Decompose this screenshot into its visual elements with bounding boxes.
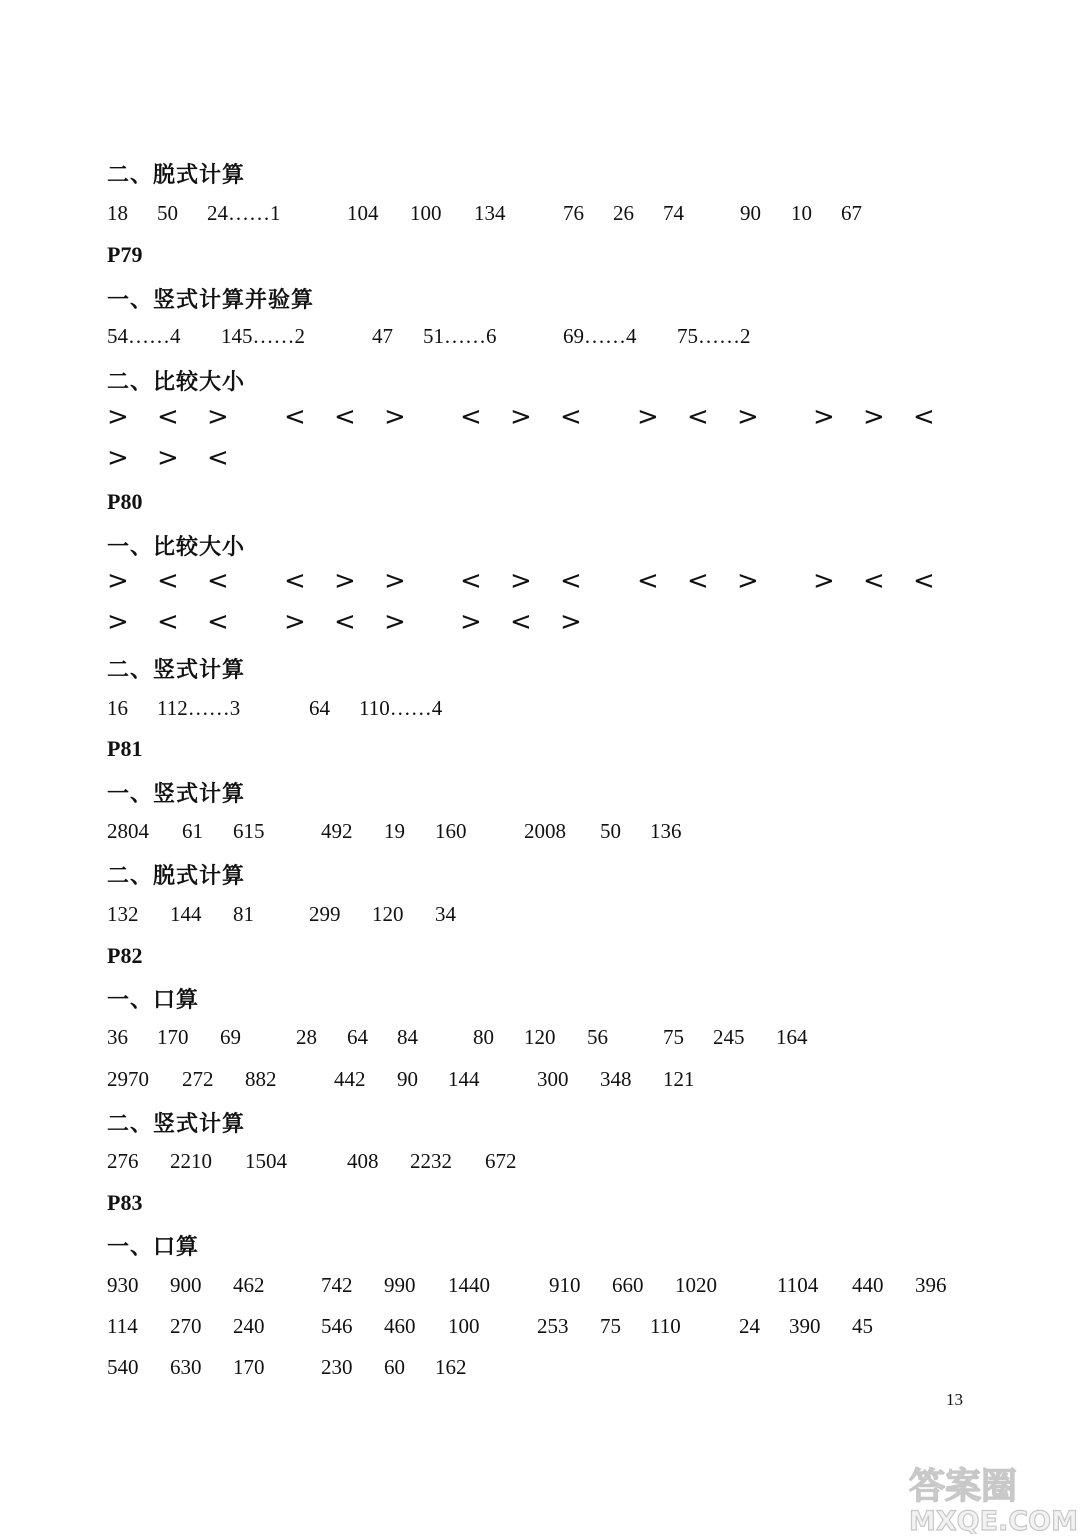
answer: 245 bbox=[713, 1025, 745, 1049]
comparison-symbol: > bbox=[737, 402, 759, 432]
answer: 1104 bbox=[777, 1273, 819, 1297]
answer: 132 bbox=[107, 902, 139, 926]
answer: 51……6 bbox=[423, 324, 497, 348]
answer: 114 bbox=[107, 1314, 138, 1338]
page-label: P82 bbox=[107, 943, 143, 968]
comparison-symbol: < bbox=[284, 566, 306, 596]
comparison-symbol: < bbox=[637, 566, 659, 596]
answer: 121 bbox=[663, 1067, 695, 1091]
answer: 230 bbox=[321, 1355, 353, 1379]
comparison-symbol: > bbox=[207, 402, 229, 432]
comparison-symbol: > bbox=[107, 443, 129, 473]
answer: 64 bbox=[309, 696, 330, 720]
answer: 50 bbox=[157, 201, 178, 225]
answer: 36 bbox=[107, 1025, 128, 1049]
watermark-text: 答案圈 bbox=[909, 1466, 1018, 1507]
answer: 492 bbox=[321, 819, 353, 843]
answer: 134 bbox=[474, 201, 506, 225]
answer: 240 bbox=[233, 1314, 265, 1338]
answer: 1440 bbox=[448, 1273, 490, 1297]
answer: 276 bbox=[107, 1149, 139, 1173]
answer: 160 bbox=[435, 819, 467, 843]
section-heading: 一、竖式计算并验算 bbox=[107, 288, 315, 313]
comparison-symbol: < bbox=[863, 566, 885, 596]
page-label: P79 bbox=[107, 242, 143, 267]
answer: 67 bbox=[841, 201, 862, 225]
section-heading: 一、口算 bbox=[107, 988, 200, 1013]
comparison-symbol: < bbox=[157, 402, 179, 432]
answer: 660 bbox=[612, 1273, 644, 1297]
comparison-symbol: > bbox=[460, 607, 482, 637]
comparison-symbol: < bbox=[207, 566, 229, 596]
answer: 348 bbox=[600, 1067, 632, 1091]
comparison-symbol: > bbox=[384, 402, 406, 432]
answer: 630 bbox=[170, 1355, 202, 1379]
answer: 18 bbox=[107, 201, 128, 225]
answer: 253 bbox=[537, 1314, 569, 1338]
answer: 100 bbox=[410, 201, 442, 225]
comparison-symbol: > bbox=[384, 607, 406, 637]
answer: 930 bbox=[107, 1273, 139, 1297]
answer: 24……1 bbox=[207, 201, 281, 225]
comparison-symbol: > bbox=[863, 402, 885, 432]
section-heading: 一、比较大小 bbox=[107, 535, 246, 560]
answer: 64 bbox=[347, 1025, 368, 1049]
section-heading: 二、脱式计算 bbox=[107, 864, 246, 889]
answer: 112……3 bbox=[157, 696, 241, 720]
answer: 120 bbox=[524, 1025, 556, 1049]
watermark-url: MXQE.COM bbox=[909, 1506, 1078, 1534]
answer: 81 bbox=[233, 902, 254, 926]
answer: 24 bbox=[739, 1314, 760, 1338]
comparison-symbol: > bbox=[510, 402, 532, 432]
answer: 104 bbox=[347, 201, 379, 225]
answer: 145……2 bbox=[221, 324, 305, 348]
comparison-symbol: < bbox=[913, 402, 935, 432]
answer: 882 bbox=[245, 1067, 277, 1091]
section-heading: 一、口算 bbox=[107, 1235, 200, 1260]
answer: 440 bbox=[852, 1273, 884, 1297]
comparison-symbol: < bbox=[284, 402, 306, 432]
answer: 110……4 bbox=[359, 696, 443, 720]
comparison-symbol: > bbox=[107, 566, 129, 596]
answer: 69 bbox=[220, 1025, 241, 1049]
comparison-symbol: > bbox=[107, 607, 129, 637]
comparison-symbol: < bbox=[913, 566, 935, 596]
answer: 2008 bbox=[524, 819, 566, 843]
watermark-icon bbox=[905, 1462, 1080, 1534]
comparison-symbol: < bbox=[334, 607, 356, 637]
answer: 270 bbox=[170, 1314, 202, 1338]
answer: 100 bbox=[448, 1314, 480, 1338]
comparison-symbol: > bbox=[334, 566, 356, 596]
answer: 144 bbox=[448, 1067, 480, 1091]
comparison-symbol: < bbox=[460, 566, 482, 596]
answer: 442 bbox=[334, 1067, 366, 1091]
comparison-symbol: > bbox=[813, 566, 835, 596]
answer: 615 bbox=[233, 819, 265, 843]
page-label: P81 bbox=[107, 736, 143, 761]
answer: 2804 bbox=[107, 819, 149, 843]
answer: 170 bbox=[157, 1025, 189, 1049]
answer: 1504 bbox=[245, 1149, 287, 1173]
comparison-symbol: < bbox=[207, 443, 229, 473]
answer: 742 bbox=[321, 1273, 353, 1297]
answer: 162 bbox=[435, 1355, 467, 1379]
answer: 164 bbox=[776, 1025, 808, 1049]
section-heading: 二、竖式计算 bbox=[107, 658, 246, 683]
answer: 47 bbox=[372, 324, 393, 348]
answer: 672 bbox=[485, 1149, 517, 1173]
answer: 75 bbox=[663, 1025, 684, 1049]
answer: 462 bbox=[233, 1273, 265, 1297]
answer: 90 bbox=[397, 1067, 418, 1091]
comparison-symbol: < bbox=[157, 607, 179, 637]
answer: 136 bbox=[650, 819, 682, 843]
comparison-symbol: > bbox=[813, 402, 835, 432]
comparison-symbol: < bbox=[207, 607, 229, 637]
answer: 120 bbox=[372, 902, 404, 926]
answer: 69……4 bbox=[563, 324, 637, 348]
answer: 546 bbox=[321, 1314, 353, 1338]
answer: 390 bbox=[789, 1314, 821, 1338]
answer: 540 bbox=[107, 1355, 139, 1379]
answer: 80 bbox=[473, 1025, 494, 1049]
comparison-symbol: > bbox=[510, 566, 532, 596]
answer: 19 bbox=[384, 819, 405, 843]
comparison-symbol: > bbox=[284, 607, 306, 637]
page-label: P80 bbox=[107, 489, 143, 514]
comparison-symbol: < bbox=[687, 402, 709, 432]
answer: 272 bbox=[182, 1067, 214, 1091]
answer: 84 bbox=[397, 1025, 418, 1049]
comparison-symbol: > bbox=[560, 607, 582, 637]
answer: 910 bbox=[549, 1273, 581, 1297]
section-heading: 二、脱式计算 bbox=[107, 163, 246, 188]
comparison-symbol: > bbox=[737, 566, 759, 596]
answer: 50 bbox=[600, 819, 621, 843]
comparison-symbol: > bbox=[637, 402, 659, 432]
answer: 26 bbox=[613, 201, 634, 225]
page-number: 13 bbox=[946, 1390, 963, 1409]
comparison-symbol: < bbox=[460, 402, 482, 432]
answer: 10 bbox=[791, 201, 812, 225]
answer: 34 bbox=[435, 902, 456, 926]
section-heading: 二、比较大小 bbox=[107, 370, 246, 395]
answer: 900 bbox=[170, 1273, 202, 1297]
answer: 2970 bbox=[107, 1067, 149, 1091]
comparison-symbol: > bbox=[157, 443, 179, 473]
answer: 460 bbox=[384, 1314, 416, 1338]
page-label: P83 bbox=[107, 1190, 143, 1215]
answer: 90 bbox=[740, 201, 761, 225]
answer: 45 bbox=[852, 1314, 873, 1338]
answer: 990 bbox=[384, 1273, 416, 1297]
answer: 144 bbox=[170, 902, 202, 926]
answer: 54……4 bbox=[107, 324, 181, 348]
answer: 74 bbox=[663, 201, 684, 225]
answer: 396 bbox=[915, 1273, 947, 1297]
comparison-symbol: < bbox=[334, 402, 356, 432]
answer: 408 bbox=[347, 1149, 379, 1173]
answer: 56 bbox=[587, 1025, 608, 1049]
answer: 1020 bbox=[675, 1273, 717, 1297]
answer: 110 bbox=[650, 1314, 681, 1338]
answer: 170 bbox=[233, 1355, 265, 1379]
answer: 2210 bbox=[170, 1149, 212, 1173]
section-heading: 一、竖式计算 bbox=[107, 782, 246, 807]
comparison-symbol: < bbox=[687, 566, 709, 596]
comparison-symbol: < bbox=[510, 607, 532, 637]
answer: 75……2 bbox=[677, 324, 751, 348]
answer: 16 bbox=[107, 696, 128, 720]
comparison-symbol: < bbox=[157, 566, 179, 596]
answer: 28 bbox=[296, 1025, 317, 1049]
answer: 2232 bbox=[410, 1149, 452, 1173]
answer: 61 bbox=[182, 819, 203, 843]
answer: 76 bbox=[563, 201, 584, 225]
answer: 299 bbox=[309, 902, 341, 926]
comparison-symbol: > bbox=[384, 566, 406, 596]
comparison-symbol: < bbox=[560, 566, 582, 596]
comparison-symbol: > bbox=[107, 402, 129, 432]
watermark-logo bbox=[905, 1462, 1080, 1534]
answer: 300 bbox=[537, 1067, 569, 1091]
answer: 75 bbox=[600, 1314, 621, 1338]
comparison-symbol: < bbox=[560, 402, 582, 432]
answer: 60 bbox=[384, 1355, 405, 1379]
section-heading: 二、竖式计算 bbox=[107, 1112, 246, 1137]
